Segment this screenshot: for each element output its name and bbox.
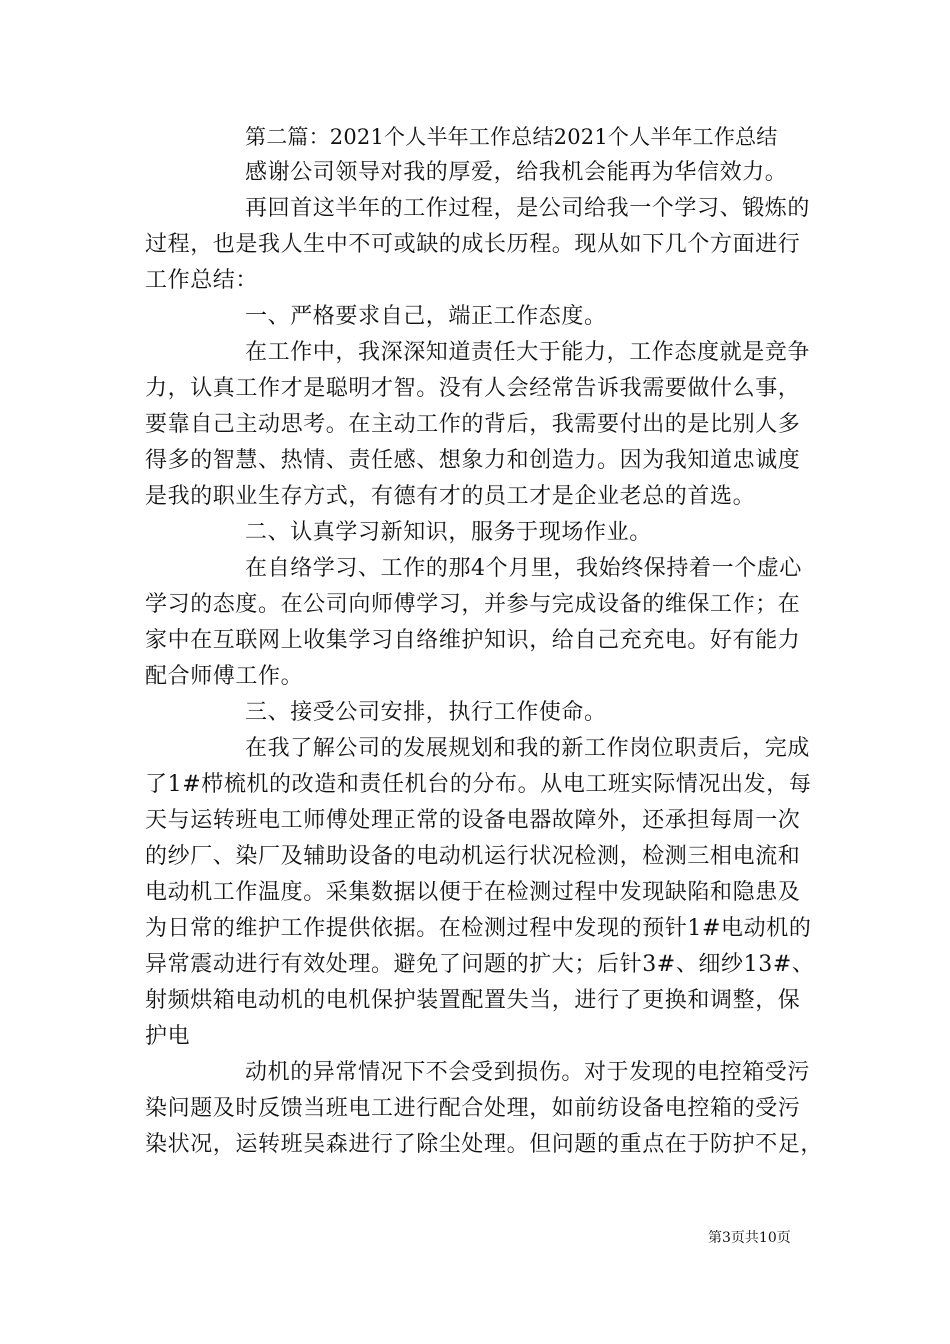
document-body [145,119,824,1163]
section-heading: 二、认真学习新知识，服务于现场作业。 [245,520,652,545]
paragraph-line: 在自络学习、工作的那4个月里，我始终保持着一个虚心 [245,556,802,581]
paragraph-line: 在我了解公司的发展规划和我的新工作岗位职责后，完成 [245,736,811,761]
paragraph-line: 工作总结： [145,268,259,293]
paragraph-line: 得多的智慧、热情、责任感、想象力和创造力。因为我知道忠诚度 [145,448,801,473]
paragraph-line: 电动机工作温度。采集数据以便于在检测过程中发现缺陷和隐患及 [145,880,801,905]
paragraph-line: 要靠自己主动思考。在主动工作的背后，我需要付出的是比别人多 [145,412,801,437]
paragraph-line: 家中在互联网上收集学习自络维护知识，给自己充充电。好有能力 [145,628,801,653]
paragraph-line: 在工作中，我深深知道责任大于能力，工作态度就是竞争 [245,340,811,365]
paragraph-line: 学习的态度。在公司向师傅学习，并参与完成设备的维保工作；在 [145,592,801,617]
page-number: 第3页共10页 [708,1230,791,1246]
paragraph-line: 再回首这半年的工作过程，是公司给我一个学习、锻炼的 [245,196,811,221]
paragraph-line: 动机的异常情况下不会受到损伤。对于发现的电控箱受污 [245,1060,811,1085]
section-heading: 三、接受公司安排，执行工作使命。 [245,700,607,725]
paragraph-line: 过程，也是我人生中不可或缺的成长历程。现从如下几个方面进行 [145,232,801,257]
paragraph-line: 射频烘箱电动机的电机保护装置配置失当，进行了更换和调整，保 [145,988,801,1013]
paragraph-line: 染状况，运转班吴森进行了除尘处理。但问题的重点在于防护不足， [145,1132,824,1157]
paragraph-line: 感谢公司领导对我的厚爱，给我机会能再为华信效力。 [245,160,788,185]
paragraph-line: 力，认真工作才是聪明才智。没有人会经常告诉我需要做什么事， [145,376,801,401]
paragraph-line: 护电 [145,1024,191,1049]
paragraph-line: 为日常的维护工作提供依据。在检测过程中发现的预针1#电动机的 [145,916,812,941]
paragraph-line: 配合师傅工作。 [145,664,304,689]
section-heading: 一、严格要求自己，端正工作态度。 [245,304,607,329]
paragraph-line: 是我的职业生存方式，有德有才的员工才是企业老总的首选。 [145,484,756,509]
paragraph-line: 异常震动进行有效处理。避免了问题的扩大；后针3#、细纱13#、 [145,952,815,977]
paragraph-line: 的纱厂、染厂及辅助设备的电动机运行状况检测，检测三相电流和 [145,844,801,869]
paragraph-line: 天与运转班电工师傅处理正常的设备电器故障外，还承担每周一次 [145,808,801,833]
document-title: 第二篇：2021个人半年工作总结2021个人半年工作总结 [245,125,778,149]
paragraph-line: 染问题及时反馈当班电工进行配合处理，如前纺设备电控箱的受污 [145,1096,801,1121]
paragraph-line: 了1#栉梳机的改造和责任机台的分布。从电工班实际情况出发，每 [145,772,812,797]
